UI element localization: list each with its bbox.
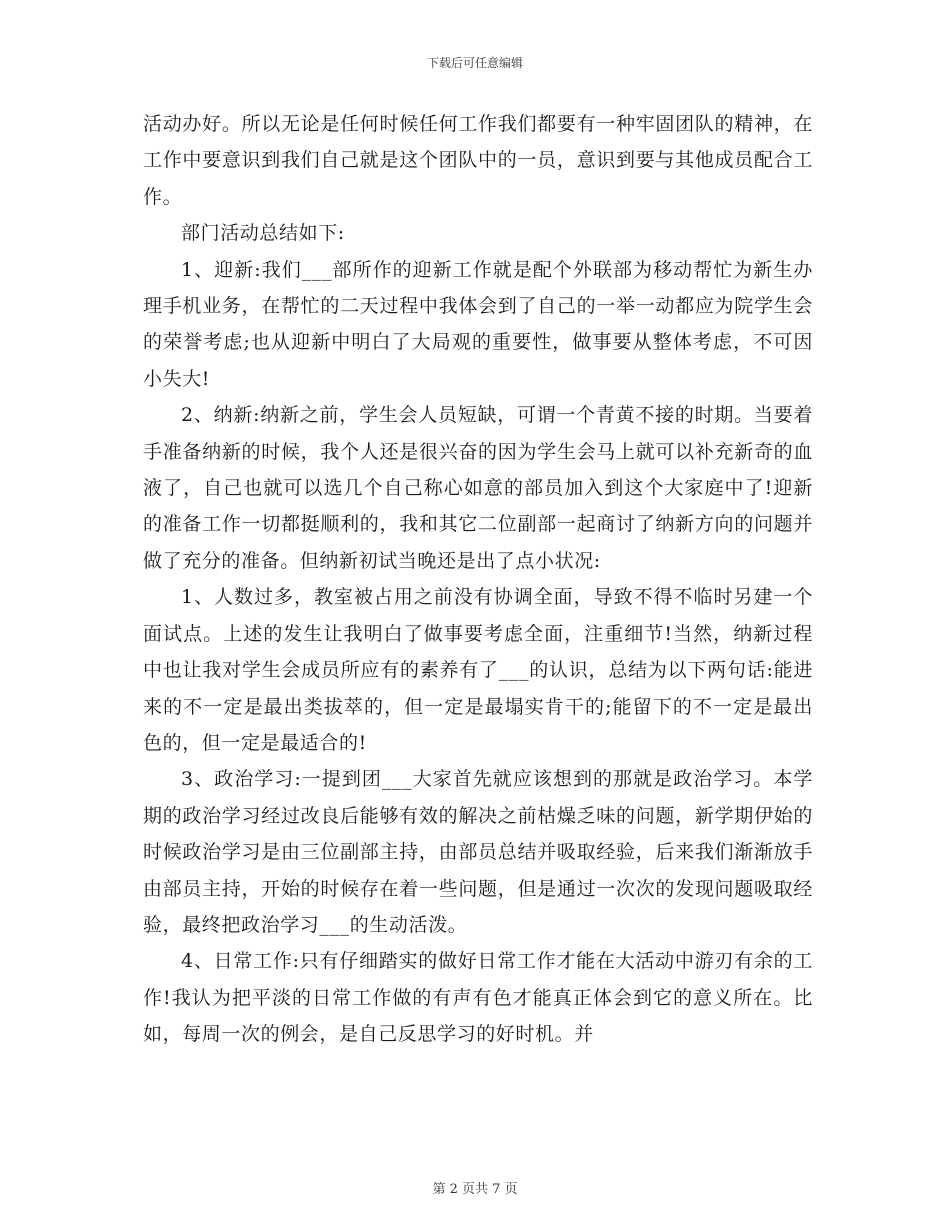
page-header: 下载后可任意编辑 xyxy=(426,56,523,70)
paragraph-daily-work: 4、日常工作:只有仔细踏实的做好日常工作才能在大活动中游刃有余的工作!我认为把平淡的日常工作做的有声有色才能真正体会到它的意义所在。比如，每周一次的例会，是自己反思学习的好时机。并 xyxy=(143,950,813,1046)
paragraph-intro: 活动办好。所以无论是任何时候任何工作我们都要有一种牢固团队的精神，在工作中要意识到我们自己就是这个团队中的一员，意识到要与其他成员配合工作。 xyxy=(143,113,813,208)
paragraph-recruitment: 2、纳新:纳新之前，学生会人员短缺，可谓一个青黄不接的时期。当要着手准备纳新的时候，我个人还是很兴奋的因为学生会马上就可以补充新奇的血液了，自己也就可以选几个自己称心如意的部员加入到这个大家庭中了!迎新的准备工作一切都挺顺利的，我和其它二位副部一起商讨了纳新方向的问题并做了充分的准备。但纳新初试当晚还是出了点小状况: xyxy=(143,404,813,572)
paragraph-issue-one: 1、人数过多，教室被占用之前没有协调全面，导致不得不临时另建一个面试点。上述的发生让我明白了做事要考虑全面，注重细节!当然，纳新过程中也让我对学生会成员所应有的素养有了___的认识，总结为以下两句话:能进来的不一定是最出类拔萃的，但一定是最塌实肯干的;能留下的不一定是最出色的，但一定是最适合的! xyxy=(143,586,813,754)
page-footer: 第 2 页共 7 页 xyxy=(432,1182,518,1197)
paragraph-welcome: 1、迎新:我们___部所作的迎新工作就是配个外联部为移动帮忙为新生办理手机业务，在帮忙的二天过程中我体会到了自己的一举一动都应为院学生会的荣誉考虑;也从迎新中明白了大局观的重要性，做事要从整体考虑，不可因小失大! xyxy=(143,258,813,390)
paragraph-political-study: 3、政治学习:一提到团___大家首先就应该想到的那就是政治学习。本学期的政治学习经过改良后能够有效的解决之前枯燥乏味的问题，新学期伊始的时候政治学习是由三位副部主持，由部员总结并吸取经验，后来我们渐渐放手由部员主持，开始的时候存在着一些问题，但是通过一次次的发现问题吸取经验，最终把政治学习___的生动活泼。 xyxy=(143,768,813,936)
paragraph-summary-heading: 部门活动总结如下: xyxy=(181,222,345,245)
document-body xyxy=(143,106,813,1053)
